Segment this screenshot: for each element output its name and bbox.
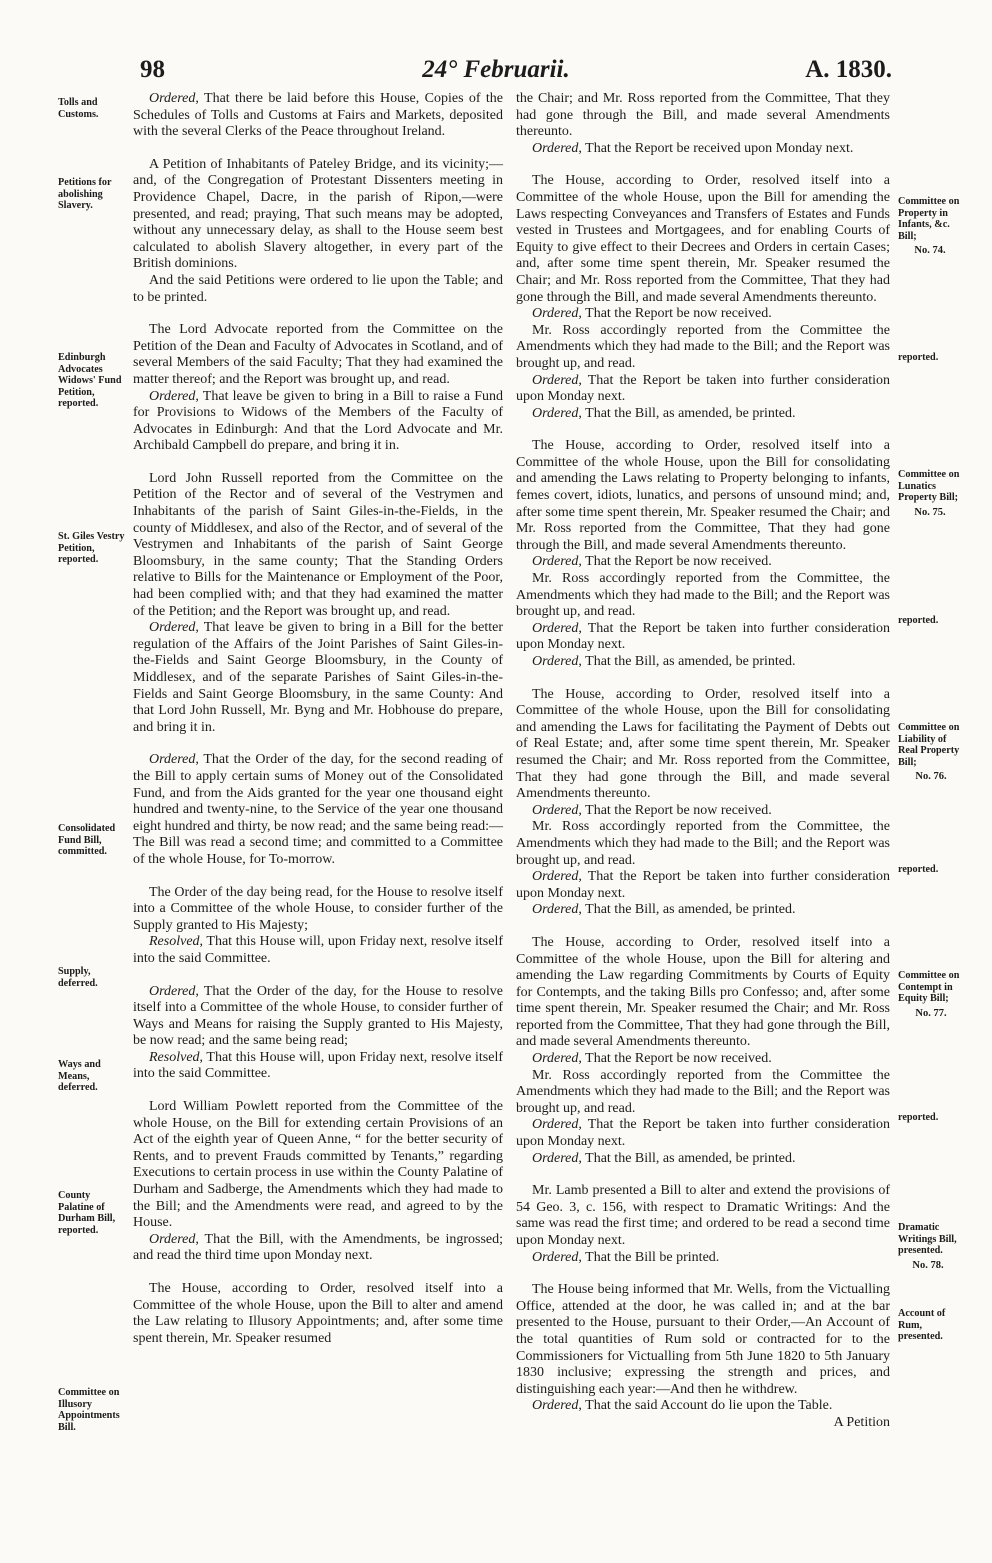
catchword: A Petition [833, 1414, 890, 1430]
paragraph: The Lord Advocate reported from the Committee on the Petition of the Dean and Faculty of Advocates in Scotland, and of several Members of the said Faculty; That they had examined the matter thereof; and the Report was brought up, and read. [133, 322, 503, 387]
text-column-right [516, 91, 890, 1432]
paragraph: Mr. Ross accordingly reported from the Committee, the Amendments which they had made to the Bill; and the Report was brought up, and read. [516, 571, 890, 620]
paragraph: Mr. Ross accordingly reported from the Committee the Amendments which they had made to the Bill; and the Report was brought up, and read. [516, 322, 890, 371]
paragraph: The House, according to Order, resolved itself into a Committee of the whole House, upon the Bill for amending the Laws respecting Conveyances and Transfers of Estates and Funds vested in Trustees and Mortgagees, and for enabling Courts of Equity to give effect to their Decrees and Orders in certain Cases; and, after some time spent therein, Mr. Speaker resumed the Chair; and Mr. Ross reported from the Committee, That they had gone through the Bill, and made several Amendments thereunto. [516, 173, 890, 305]
margin-note: Committee on Contempt in Equity Bill; No. 77. [898, 970, 964, 1019]
text-column-left [133, 91, 503, 1347]
paragraph: The Order of the day being read, for the House to resolve itself into a Committee of the whole House, to consider further of the Supply granted to His Majesty; [133, 884, 503, 933]
header-date: 24° Februarii. [422, 56, 570, 83]
paragraph: Ordered, That the Order of the day, for the second reading of the Bill to apply certain sums of Money out of the Consolidated Fund, and from the Aids granted for the year one thousand eight hundred and twenty-nine, to the Service of the year one thousand eight hundred and thirty, be now read; and the same being read:—The Bill was read a second time; and committed to a Committee of the whole House, for To-morrow. [133, 752, 503, 867]
page-header [0, 56, 992, 90]
paragraph: Ordered, That the said Account do lie upon the Table. [532, 1398, 833, 1414]
paragraph: Ordered, That the Order of the day, for the House to resolve itself into a Committee of the whole House, to consider further of Ways and Means for raising the Supply granted to His Majesty, be now read; and the same being read; [133, 983, 503, 1049]
paragraph: Ordered, That the Report be taken into further consideration upon Monday next. [516, 1117, 890, 1150]
paragraph: The House, according to Order, resolved itself into a Committee of the whole House, upon the Bill for consolidating and amending the Laws relating to Property belonging to infants, femes covert, idiots, lunatics, and persons of unsound mind; and, after some time spent therein, Mr. Speaker resumed the Chair; and Mr. Ross reported from the Committee, That they had gone through the Bill, and made several Amendments thereunto. [516, 438, 890, 553]
bill-number: No. 77. [915, 1007, 947, 1019]
paragraph: A Petition of Inhabitants of Pateley Bridge, and its vicinity;—and, of the Congregation of Protestant Dissenters meeting in Providence Chapel, Dacre, in the parish of Ripon,—were presented, and read; praying, That such means may be adopted, without any unnecessary delay, as shall to the House seem best calculated to abolish Slavery altogether, in every part of the British dominions. [133, 156, 503, 272]
bill-number: No. 75. [914, 506, 946, 518]
paragraph: The House, according to Order, resolved itself into a Committee of the whole House, upon the Bill to alter and amend the Law relating to Illusory Appointments; and, after some time spent therein, Mr. Speaker resumed [133, 1281, 503, 1346]
paragraph: The House, according to Order, resolved itself into a Committee of the whole House, upon the Bill for altering and amending the Law regarding Commitments by Courts of Equity for Contempts, and the taking Bills pro Confesso; and, after some time spent therein, Mr. Speaker resumed the Chair; and Mr. Ross reported from the Committee, That they had gone through the Bill, and made several Amendments thereunto. [516, 934, 890, 1050]
paragraph: Ordered, That the Bill, as amended, be printed. [532, 654, 796, 669]
paragraph: Ordered, That the Bill, as amended, be printed. [532, 405, 796, 421]
margin-note: reported. [898, 352, 939, 363]
margin-note: Consolidated Fund Bill, committed. [58, 823, 116, 857]
paragraph: Ordered, That leave be given to bring in a Bill for the better regulation of the Affairs of the Joint Parishes of Saint Giles-in-the-Fields and Saint George Bloomsbury, in the County of Middlesex, and of the separate Parishes of Saint Giles-in-the-Fields and Saint George Bloomsbury, in the same County: And that Lord John Russell, Mr. Byng and Mr. Hobhouse do prepare, and bring it in. [133, 620, 503, 735]
paragraph: Resolved, That this House will, upon Friday next, resolve itself into the said Committee. [133, 934, 503, 966]
margin-note: reported. [898, 1112, 939, 1123]
paragraph: The House, according to Order, resolved itself into a Committee of the whole House, upon the Bill for consolidating and amending the Laws for facilitating the Payment of Debts out of Real Estate; and, after some time spent therein, Mr. Speaker resumed the Chair; and Mr. Ross reported from the Committee, That they had gone through the Bill, and made several Amendments thereunto. [516, 686, 890, 802]
paragraph: Ordered, That the Report be received upon Monday next. [532, 140, 854, 156]
margin-note: Ways and Means, deferred. [58, 1059, 101, 1093]
header-year: A. 1830. [805, 56, 892, 83]
margin-note: Committee on Liability of Real Property Bill; No. 76. [898, 722, 964, 783]
margin-note: Committee on Lunatics Property Bill; No. 75. [898, 469, 962, 518]
paragraph: And the said Petitions were ordered to lie upon the Table; and to be printed. [133, 272, 503, 305]
paragraph: Ordered, That the Report be now received. [532, 554, 772, 570]
paragraph: The House being informed that Mr. Wells, from the Victualling Office, attended at the door, he was called in; and at the bar presented to the House, pursuant to their Order,—An Account of the total quantities of Rum sold or contracted for to the Commissioners for Victualling from 5th June 1820 to 5th January 1830 inclusive; expressing the strength and prices, and distinguishing each year:—And then he withdrew. [516, 1282, 890, 1397]
margin-note: Tolls and Customs. [58, 97, 99, 120]
paragraph: Mr. Lamb presented a Bill to alter and extend the provisions of 54 Geo. 3, c. 156, with respect to Dramatic Writings: And the same was read the first time; and ordered to be read a second time upon Monday next. [516, 1183, 890, 1248]
bill-number: No. 76. [915, 771, 947, 782]
paragraph: Ordered, That the Bill, as amended, be printed. [532, 902, 796, 918]
paragraph: Mr. Ross accordingly reported from the Committee the Amendments which they had made to the Bill; and the Report was brought up, and read. [516, 1067, 890, 1116]
margin-note: Account of Rum, presented. [898, 1308, 946, 1342]
paragraph: the Chair; and Mr. Ross reported from the Committee, That they had gone through the Bill, and made several Amendments thereunto. [516, 91, 890, 140]
margin-note: Petitions for abolishing Slavery. [58, 177, 112, 211]
paragraph: Ordered, That the Report be now received. [532, 802, 772, 818]
margin-note: Committee on Illusory Appointments Bill. [58, 1387, 120, 1433]
margin-note: reported. [898, 615, 939, 626]
paragraph: Ordered, That the Report be taken into further consideration upon Monday next. [516, 372, 890, 405]
paragraph: Ordered, That the Report be taken into further consideration upon Monday next. [516, 869, 890, 901]
margin-note: reported. [898, 864, 939, 875]
paragraph: Resolved, That this House will, upon Friday next, resolve itself into the said Committee. [133, 1049, 503, 1082]
paragraph: Ordered, That the Bill be printed. [532, 1249, 720, 1265]
margin-note: County Palatine of Durham Bill, reported. [58, 1190, 116, 1236]
margin-note: Supply, deferred. [58, 966, 98, 989]
paragraph: Ordered, That the Report be now received. [532, 306, 772, 322]
paragraph: Mr. Ross accordingly reported from the Committee, the Amendments which they had made to the Bill; and the Report was brought up, and read. [516, 819, 890, 868]
bill-number: No. 78. [912, 1259, 944, 1271]
paragraph: Ordered, That the Report be now received. [532, 1051, 772, 1067]
margin-note: Dramatic Writings Bill, presented. No. 78. [898, 1222, 957, 1271]
page-number: 98 [140, 56, 165, 83]
bill-number: No. 74. [914, 245, 946, 256]
paragraph: Ordered, That there be laid before this House, Copies of the Schedules of Tolls and Customs at Fairs and Markets, deposited with the several Clerks of the Peace throughout Ireland. [133, 91, 503, 140]
paragraph: Ordered, That the Report be taken into further consideration upon Monday next. [516, 620, 890, 653]
paragraph: Ordered, That the Bill, as amended, be printed. [532, 1150, 796, 1166]
margin-note: St. Giles Vestry Petition, reported. [58, 531, 125, 565]
margin-note: Committee on Property in Infants, &c. Bill; No. 74. [898, 196, 962, 257]
paragraph: Ordered, That the Bill, with the Amendments, be ingrossed; and read the third time upon Monday next. [133, 1231, 503, 1264]
paragraph: Lord William Powlett reported from the Committee of the whole House, on the Bill for extending certain Provisions of an Act of the eighth year of Queen Anne, “ for the better security of Rents, and to prevent Frauds committed by Tenants,” regarding Executions to certain process in use within the County Palatine of Durham and Sadberge, the Amendments which they had made to the Bill; and the Amendments were read, and agreed to by the House. [133, 1099, 503, 1231]
paragraph: Ordered, That leave be given to bring in a Bill to raise a Fund for Provisions to Widows of the Members of the Faculty of Advocates in Edinburgh: And that the Lord Advocate and Mr. Archibald Campbell do prepare, and bring it in. [133, 388, 503, 454]
margin-note: Edinburgh Advocates Widows' Fund Petition, reported. [58, 352, 122, 409]
paragraph: Lord John Russell reported from the Committee on the Petition of the Rector and of several of the Vestrymen and Inhabitants of the parish of Saint Giles-in-the-Fields, in the county of Middlesex, and also of the Rector, and of several of the Vestrymen and Inhabitants of the parish of Saint George Bloomsbury, in the same county; That the Standing Orders relative to Bills for the Maintenance or Employment of the Poor, had been complied with; and that they had examined the matter of the Petition; and the Report was brought up, and read. [133, 470, 503, 619]
